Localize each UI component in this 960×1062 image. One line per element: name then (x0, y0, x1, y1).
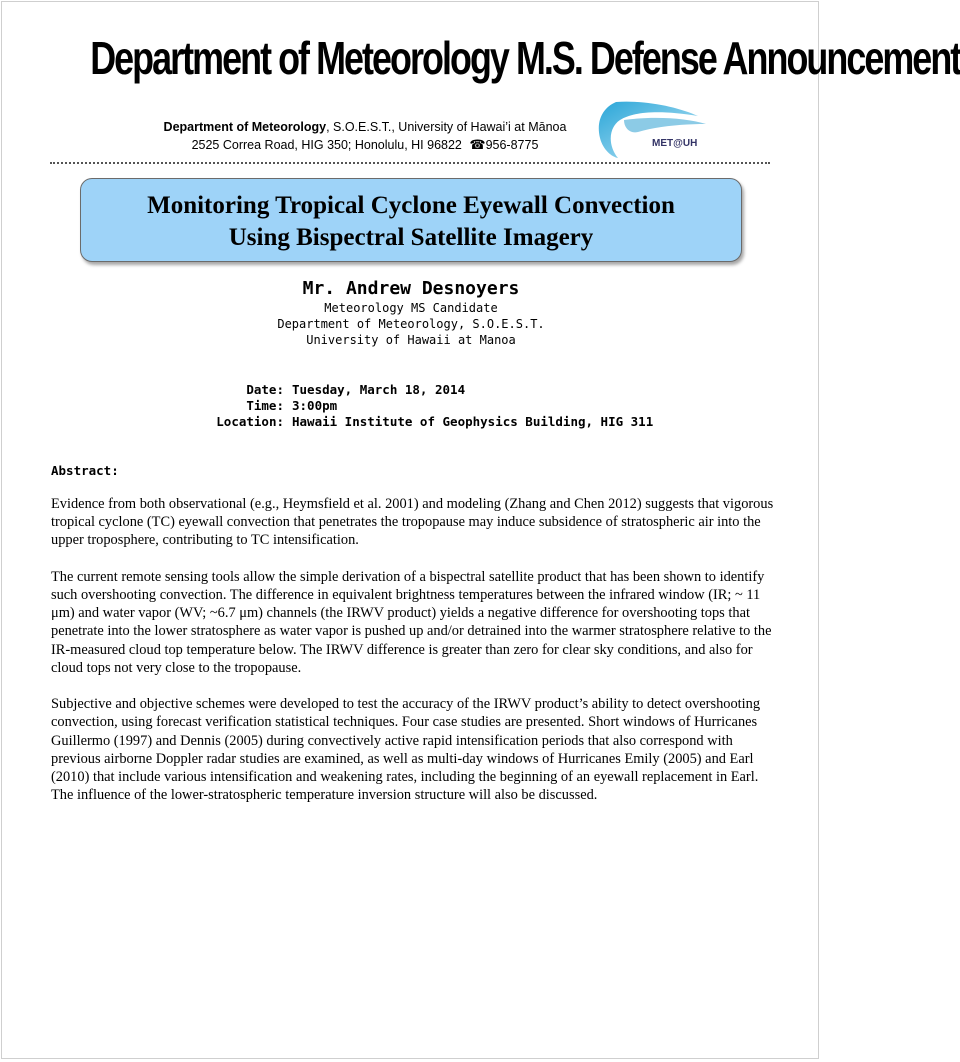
event-details (180, 382, 653, 430)
location-label: Location: (216, 414, 284, 429)
talk-title-line-1: Monitoring Tropical Cyclone Eyewall Convection (147, 192, 675, 219)
speaker-university: University of Hawaii at Manoa (306, 333, 516, 347)
speaker-name: Mr. Andrew Desnoyers (302, 278, 520, 299)
phone-icon: ☎ (469, 137, 486, 152)
date-row (180, 382, 653, 398)
phone-number: 956-8775 (485, 138, 539, 152)
header-divider (50, 162, 770, 164)
abstract-body (51, 495, 775, 823)
met-uh-logo-icon (594, 98, 734, 160)
talk-title-box (80, 178, 742, 262)
location-value: Hawaii Institute of Geophysics Building, HIG 311 (292, 414, 654, 429)
time-row (180, 398, 653, 414)
speaker-role: Meteorology MS Candidate (324, 301, 498, 315)
date-value: Tuesday, March 18, 2014 (292, 382, 466, 397)
date-label: Date: (246, 382, 284, 397)
time-label: Time: (246, 398, 284, 413)
abstract-paragraph: Subjective and objective schemes were developed to test the accuracy of the IRWV product’s ability to detect overshooting convection, using forecast verification statistical techniques. Four case studies are presented. Short windows of Hurricanes Guillermo (1997) and Dennis (2005) during convectively active rapid intensification periods that also correspond with previous airborne Doppler radar studies are examined, as well as multi-day windows of Hurricanes Emily (2005) and Earl (2010) that include various intensification and weakening rates, including the beginning of an eyewall replacement in Earl. The influence of the lower-stratospheric temperature inversion structure will also be discussed. (51, 696, 761, 804)
speaker-block (0, 278, 822, 348)
speaker-department: Department of Meteorology, S.O.E.S.T. (277, 317, 545, 331)
department-affiliation: , S.O.E.S.T., University of Hawai’i at Mānoa (326, 120, 567, 134)
talk-title-line-2: Using Bispectral Satellite Imagery (228, 224, 594, 251)
logo-text: MET@UH (652, 138, 698, 149)
abstract-paragraph: Evidence from both observational (e.g., Heymsfield et al. 2001) and modeling (Zhang and Chen 2012) suggests that vigorous tropical cyclone (TC) eyewall convection that penetrates the tropopause may induce subsidence of stratospheric air into the upper troposphere, contributing to TC intensification. (51, 496, 774, 549)
location-row (180, 414, 653, 430)
department-info (120, 118, 610, 154)
department-name: Department of Meteorology (163, 120, 327, 134)
abstract-paragraph: The current remote sensing tools allow the simple derivation of a bispectral satellite product that has been shown to identify such overshooting convection. The difference in equivalent brightness temperatures between the infrared window (IR; ~ 11 μm) and water vapor (WV; ~6.7 μm) channels (the IRWV product) yields a negative difference for overshooting tops that penetrate into the lower stratosphere as water vapor is pushed up and/or detrained into the warmer stratosphere relative to the IR-measured cloud top temperature below. The IRWV difference is greater than zero for clear sky conditions, and also for cloud tops not very close to the tropopause. (51, 568, 772, 676)
address-line (120, 136, 610, 154)
time-value: 3:00pm (292, 398, 338, 413)
abstract-heading: Abstract: (51, 463, 119, 478)
announcement-banner: Department of Meteorology M.S. Defense Announcement (90, 32, 960, 84)
address: 2525 Correa Road, HIG 350; Honolulu, HI 96822 (191, 138, 462, 152)
department-line (120, 118, 610, 136)
